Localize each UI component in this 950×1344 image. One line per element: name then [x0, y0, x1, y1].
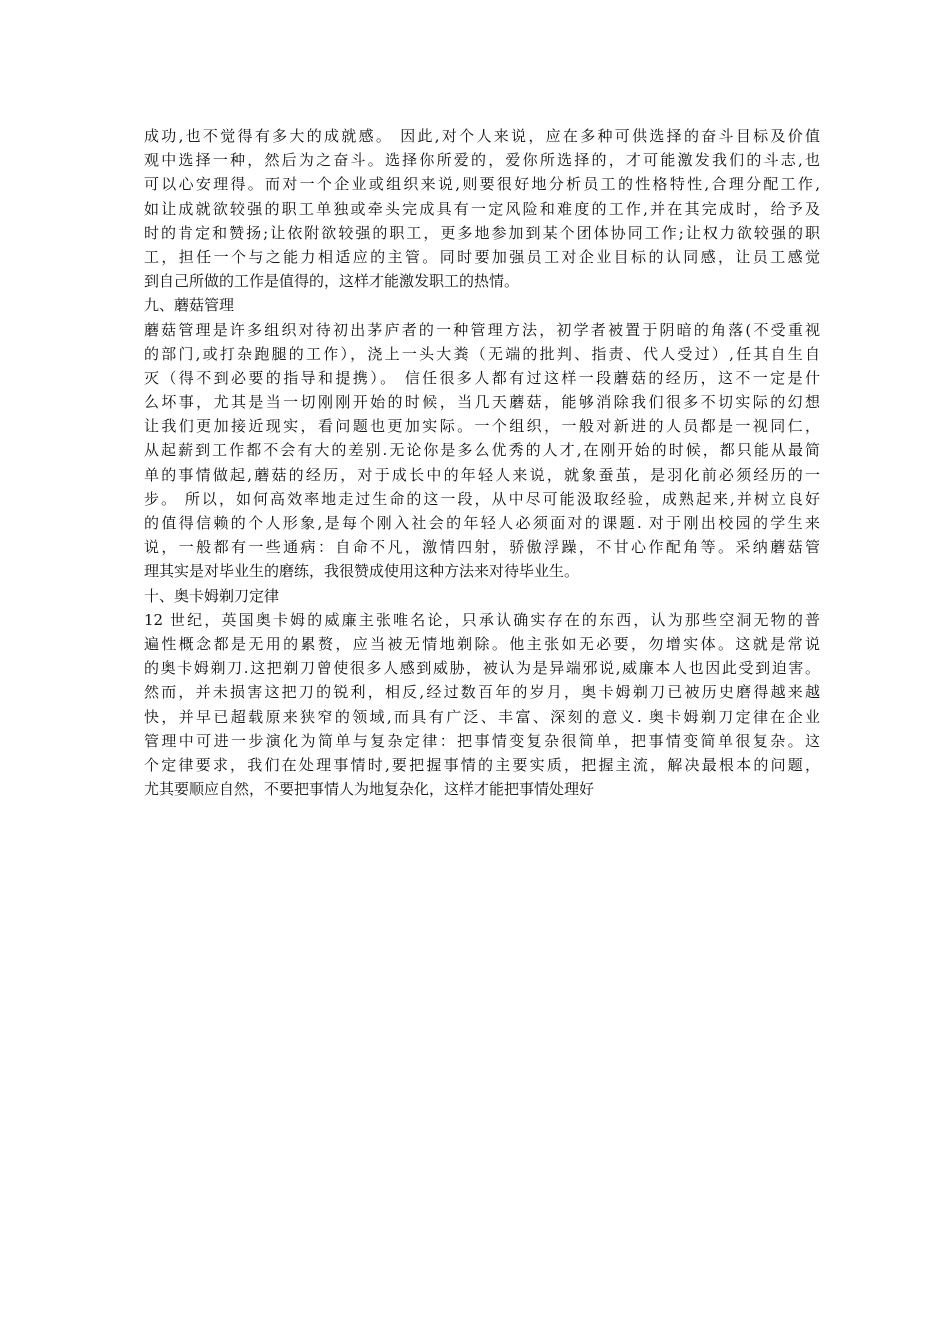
paragraph-mushroom-management: [144, 318, 820, 584]
text-line: 么坏事，尤其是当一切刚刚开始的时候，当几天蘑菇，能够消除我们很多不切实际的幻想: [144, 393, 820, 412]
paragraph-achievement: [144, 124, 820, 293]
section-heading-occams-razor: 十、奥卡姆剃刀定律: [144, 586, 280, 605]
text-line: 让我们更加接近现实，看问题也更加实际。一个组织，一般对新进的人员都是一视同仁，: [144, 417, 820, 436]
text-line: 从起薪到工作都不会有大的差别.无论你是多么优秀的人才,在刚开始的时候，都只能从最简: [144, 441, 820, 460]
text-line: 到自己所做的工作是值得的，这样才能激发职工的热情。: [144, 272, 520, 291]
text-line: 12 世纪，英国奥卡姆的威廉主张唯名论，只承认确实存在的东西，认为那些空洞无物的普: [144, 610, 820, 629]
text-line: 可以心安理得。而对一个企业或组织来说,则要很好地分析员工的性格特性,合理分配工作,: [144, 175, 820, 194]
text-line: 观中选择一种，然后为之奋斗。选择你所爱的，爱你所选择的，才可能激发我们的斗志,也: [144, 151, 820, 170]
text-line: 灭（得不到必要的指导和提携）。 信任很多人都有过这样一段蘑菇的经历，这不一定是什: [144, 368, 820, 387]
text-line: 管理中可进一步演化为简单与复杂定律：把事情变复杂很简单，把事情变简单很复杂。这: [144, 731, 820, 750]
text-line: 理其实是对毕业生的磨练，我很赞成使用这种方法来对待毕业生。: [144, 562, 580, 581]
text-line: 尤其要顺应自然，不要把事情人为地复杂化，这样才能把事情处理好: [144, 780, 595, 799]
text-line: 然而，并未损害这把刀的锐利，相反,经过数百年的岁月，奥卡姆剃刀已被历史磨得越来越: [144, 683, 820, 702]
section-heading-mushroom: 九、蘑菇管理: [144, 296, 235, 315]
text-line: 工，担任一个与之能力相适应的主管。同时要加强员工对企业目标的认同感，让员工感觉: [144, 247, 820, 266]
text-line: 单的事情做起,蘑菇的经历，对于成长中的年轻人来说，就象蚕茧，是羽化前必须经历的一: [144, 465, 820, 484]
text-line: 的奥卡姆剃刀.这把剃刀曾使很多人感到威胁，被认为是异端邪说,威廉本人也因此受到迫害。: [144, 659, 820, 678]
paragraph-occams-razor: [144, 608, 820, 802]
text-line: 个定律要求，我们在处理事情时,要把握事情的主要实质，把握主流，解决最根本的问题，: [144, 755, 820, 774]
text-line: 快，并早已超载原来狭窄的领域,而具有广泛、丰富、深刻的意义. 奥卡姆剃刀定律在企业: [144, 707, 820, 726]
text-line: 如让成就欲较强的职工单独或牵头完成具有一定风险和难度的工作,并在其完成时，给予及: [144, 199, 820, 218]
text-line: 成功,也不觉得有多大的成就感。 因此,对个人来说，应在多种可供选择的奋斗目标及价值: [144, 127, 820, 145]
text-line: 时的肯定和赞扬;让依附欲较强的职工，更多地参加到某个团体协同工作;让权力欲较强的职: [144, 223, 820, 242]
document-body: [144, 124, 820, 801]
text-line: 步。 所以，如何高效率地走过生命的这一段，从中尽可能汲取经验，成熟起来,并树立良好: [144, 489, 820, 508]
text-line: 说，一般都有一些通病：自命不凡，激情四射，骄傲浮躁，不甘心作配角等。采纳蘑菇管: [144, 538, 820, 557]
text-line: 的值得信赖的个人形象,是每个刚入社会的年轻人必须面对的课题. 对于刚出校园的学生来: [144, 514, 820, 532]
text-line: 蘑菇管理是许多组织对待初出茅庐者的一种管理方法，初学者被置于阴暗的角落(不受重视: [144, 320, 820, 339]
text-line: 的部门,或打杂跑腿的工作），浇上一头大粪（无端的批判、指责、代人受过）,任其自生自: [144, 344, 820, 363]
text-line: 遍性概念都是无用的累赘，应当被无情地剃除。他主张如无必要，勿增实体。这就是常说: [144, 634, 820, 653]
